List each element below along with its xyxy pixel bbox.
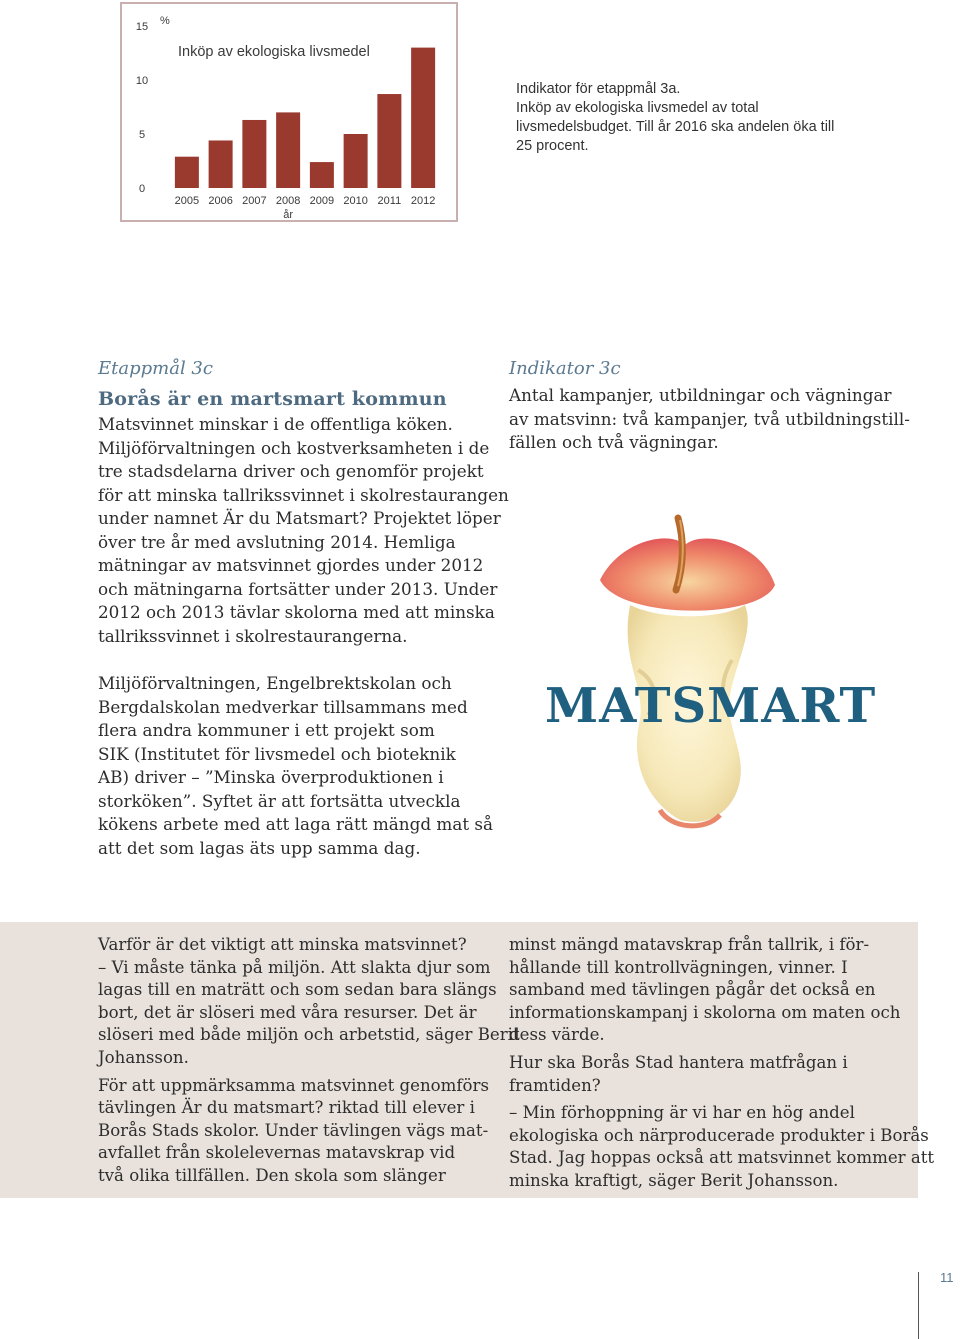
text-line: hållande till kontrollvägningen, vinner. I (509, 957, 848, 977)
text-line: att det som lagas äts upp samma dag. (98, 837, 421, 858)
right-kicker: Indikator 3c (509, 358, 621, 379)
y-tick-label: 5 (138, 129, 146, 141)
bar (242, 120, 266, 188)
text-line: – Vi måste tänka på miljön. Att slakta djur som (98, 957, 491, 977)
text-line: dess värde. (509, 1025, 605, 1045)
text-line: Miljöförvaltningen och kostverksamheten i de (98, 437, 490, 458)
x-tick-label: 2008 (275, 195, 301, 207)
text-line: Bergdalskolan medverkar tillsammans med (98, 696, 468, 717)
text-line: tallrikssvinnet i skolrestaurangerna. (98, 625, 408, 646)
x-axis-label: år (283, 209, 294, 220)
text-line: lagas till en maträtt och som sedan bara slängs (98, 980, 497, 1000)
y-tick-label: 15 (135, 21, 149, 33)
chart-frame (120, 2, 458, 222)
indicator-note (516, 80, 886, 156)
x-tick-label: 2007 (242, 195, 267, 207)
apple-skin-crown (600, 538, 775, 610)
text-line: avfallet från skolelevernas matavskrap vid (98, 1143, 456, 1163)
text-line: samband med tävlingen pågår det också en (509, 980, 876, 1000)
text-line: tre stadsdelarna driver och genomför projekt (98, 461, 484, 481)
x-tick-label: 2010 (343, 195, 368, 207)
matsmart-logo-text: MATSMART (545, 678, 877, 734)
text-line: Johansson. (98, 1047, 189, 1067)
bar (175, 157, 199, 188)
x-tick-label: 2005 (174, 195, 200, 207)
bar (310, 162, 334, 188)
text-line: Stad. Jag hoppas också att matsvinnet kommer att (509, 1148, 935, 1168)
left-kicker: Etappmål 3c (98, 358, 213, 379)
x-tick-label: 2011 (377, 195, 402, 207)
left-heading: Borås är en martsmart kommun (98, 388, 447, 410)
text-line: Matsvinnet minskar i de offentliga köken. (98, 414, 453, 434)
x-tick-label: 2012 (410, 195, 436, 207)
text-line: för att minska tallrikssvinnet i skolrestaurangen (98, 484, 509, 505)
text-line: minska kraftigt, säger Berit Johansson. (509, 1170, 839, 1190)
bar (209, 140, 233, 188)
bar (276, 112, 300, 188)
text-line: 2012 och 2013 tävlar skolorna med att minska (98, 602, 495, 622)
text-line: AB) driver – ”Minska överproduktionen i (98, 767, 444, 787)
right-paragraph (509, 384, 910, 455)
left-paragraph-2 (98, 672, 493, 860)
y-unit-label: % (160, 15, 170, 27)
box-left-column (98, 934, 520, 1188)
text-line: Varför är det viktigt att minska matsvinnet? (98, 935, 467, 954)
bar (377, 94, 401, 188)
text-line: mätningar av matsvinnet gjordes under 2012 (98, 555, 484, 575)
text-line: under namnet Är du Matsmart? Projektet löper (98, 508, 501, 528)
indicator-note-line: livsmedelsbudget. Till år 2016 ska andelen öka till (516, 119, 835, 135)
text-line: fällen och två vägningar. (509, 432, 719, 452)
text-line: tävlingen Är du matsmart? riktad till elever i (98, 1098, 475, 1118)
text-line: Hur ska Borås Stad hantera matfrågan i (509, 1052, 848, 1072)
box-right-column (509, 934, 934, 1193)
text-line: flera andra kommuner i ett projekt som (98, 720, 435, 740)
text-line: ekologiska och närproducerade produkter i Borås (509, 1125, 929, 1145)
indicator-note-line: Inköp av ekologiska livsmedel av total (516, 100, 759, 116)
text-line: – Min förhoppning är vi har en hög andel (509, 1103, 855, 1123)
text-line: SIK (Institutet för livsmedel och bioteknik (98, 743, 456, 764)
y-tick-label: 10 (135, 75, 149, 87)
y-tick-label: 0 (138, 183, 146, 195)
indicator-note-line: Indikator för etappmål 3a. (516, 81, 681, 97)
text-line: slöseri med både miljön och arbetstid, säger Berit (98, 1025, 520, 1045)
text-line: två olika tillfällen. Den skola som slänger (98, 1165, 446, 1185)
x-tick-label: 2006 (208, 195, 233, 207)
apple-core-illustration (560, 510, 810, 840)
bar (344, 134, 368, 188)
text-line: över tre år med avslutning 2014. Hemliga (98, 531, 456, 552)
left-paragraph-1 (98, 413, 509, 648)
text-line: av matsvinn: två kampanjer, två utbildningstill- (509, 408, 910, 429)
text-line: Miljöförvaltningen, Engelbrektskolan och (98, 673, 452, 693)
x-tick-label: 2009 (309, 195, 335, 207)
text-line: och mätningarna fortsätter under 2013. Under (98, 578, 498, 599)
text-line: informationskampanj i skolorna om maten och (509, 1002, 901, 1022)
bar-chart (122, 4, 456, 220)
text-line: storköken”. Syftet är att fortsätta utveckla (98, 790, 461, 811)
text-line: Antal kampanjer, utbildningar och vägningar (509, 385, 892, 405)
text-line: minst mängd matavskrap från tallrik, i för- (509, 935, 870, 954)
text-line: bort, det är slöseri med våra resurser. Det är (98, 1002, 477, 1022)
indicator-note-line: 25 procent. (516, 138, 589, 154)
text-line: framtiden? (509, 1075, 601, 1095)
text-line: För att uppmärksamma matsvinnet genomförs (98, 1075, 489, 1095)
text-line: kökens arbete med att laga rätt mängd mat så (98, 814, 494, 834)
page-number: 11 (940, 1270, 954, 1285)
bar (411, 48, 435, 188)
chart-title: Inköp av ekologiska livsmedel (178, 44, 370, 60)
page-number-rule (918, 1272, 919, 1339)
text-line: Borås Stads skolor. Under tävlingen vägs mat- (98, 1120, 489, 1140)
